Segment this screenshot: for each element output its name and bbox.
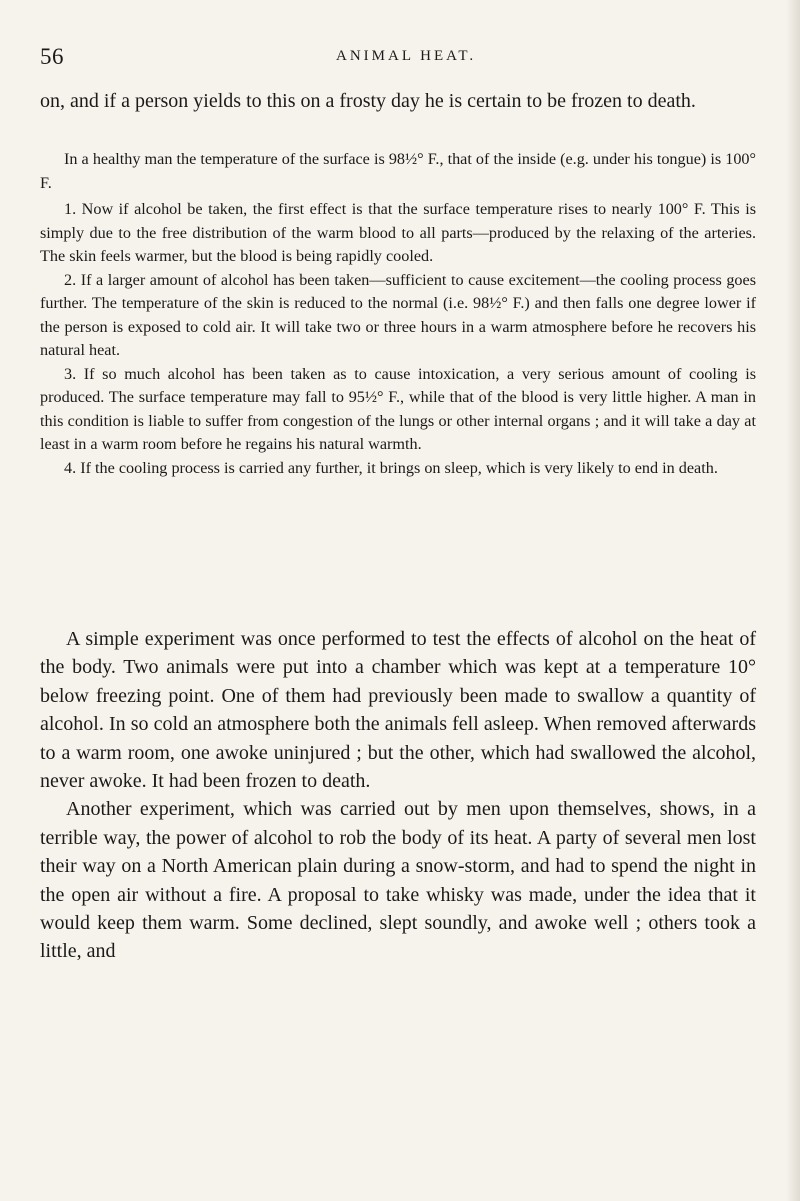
small-print-section [40,148,756,480]
page-number: 56 [40,44,64,69]
small-print-point-1: 1. Now if alcohol be taken, the first effect is that the surface temperature rises to nearly 100° F. This is simply due to the free distribution of the warm blood to all parts—produced by the relaxing of the arteries. The skin feels warmer, but the blood is being rapidly cooled. [40,200,756,265]
small-print-point-2: 2. If a larger amount of alcohol has been taken—sufficient to cause excitement—the cooling process goes further. The temperature of the skin is reduced to the normal (i.e. 98½° F.) and then falls one degree lower if the person is exposed to cold air. It will take two or three hours in a warm atmosphere before he recovers his natural heat. [40,270,756,359]
small-print-point-3: 3. If so much alcohol has been taken as to cause intoxication, a very serious amount of cooling is produced. The surface temperature may fall to 95½° F., while that of the blood is very little higher. A man in this condition is liable to suffer from congestion of the lungs or other internal organs ; and it will take a day at least in a warm room before he regains his natural warmth. [40,364,756,453]
main-text-section [40,625,756,966]
intro-paragraph: on, and if a person yields to this on a frosty day he is certain to be frozen to death. [40,90,696,112]
small-print-lead: In a healthy man the temperature of the surface is 98½° F., that of the inside (e.g. under his tongue) is 100° F. [40,150,756,192]
page-edge-shadow [786,0,800,1201]
experiment-paragraph-2: Another experiment, which was carried out by men upon themselves, shows, in a terrible way, the power of alcohol to rob the body of its heat. A party of several men lost their way on a North American plain during a snow-storm, and had to spend the night in the open air without a fire. A proposal to take whisky was made, under the idea that it would keep them warm. Some declined, slept soundly, and awoke well ; others took a little, and [40,798,756,963]
small-print-point-4: 4. If the cooling process is carried any further, it brings on sleep, which is very likely to end in death. [64,458,718,477]
experiment-paragraph-1: A simple experiment was once performed to test the effects of alcohol on the heat of the body. Two animals were put into a chamber which was kept at a temperature 10° below freezing point. One of them had previously been made to swallow a quantity of alcohol. In so cold an atmosphere both the animals fell asleep. When removed afterwards to a warm room, one awoke uninjured ; but the other, which had swallowed the alcohol, never awoke. It had been frozen to death. [40,628,756,793]
running-head: ANIMAL HEAT. [336,48,477,64]
page-header [40,44,756,74]
